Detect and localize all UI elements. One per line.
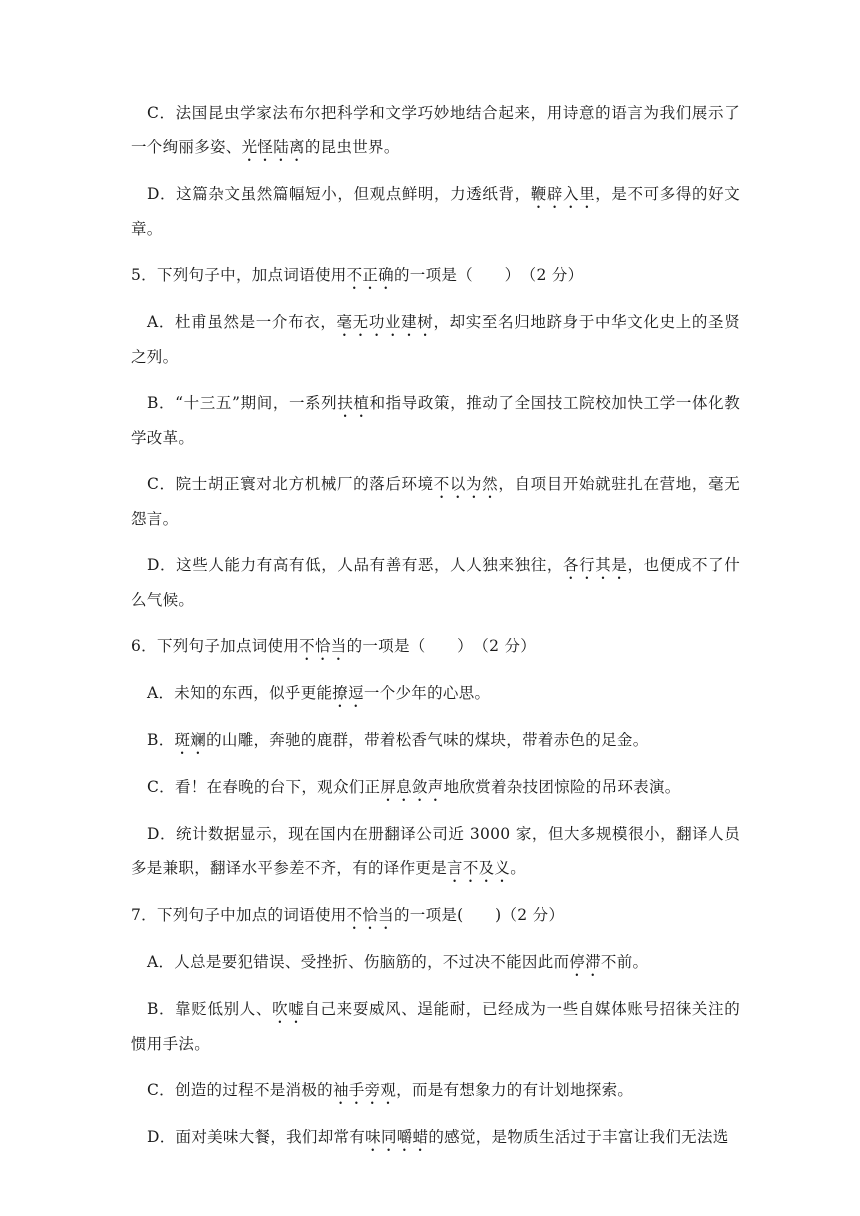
emphasized-term: 吹嘘: [272, 1000, 305, 1018]
answer-option: [131, 1073, 740, 1108]
answer-option: [131, 386, 740, 455]
answer-option: [131, 305, 740, 374]
text-segment: C．看！在春晚的台下，观众们正: [147, 778, 381, 796]
emphasized-term: 各行其是: [563, 556, 628, 574]
text-segment: A．未知的东西，似乎更能: [147, 684, 333, 702]
text-segment: C．院士胡正寰对北方机械厂的落后环境: [147, 475, 434, 493]
emphasized-term: 不正确: [346, 266, 394, 284]
text-segment: 的山雕，奔驰的鹿群，带着松香气味的煤块，带着赤色的足金。: [206, 731, 649, 749]
answer-option: [131, 177, 740, 246]
text-segment: 7．下列句子中加点的词语使用: [131, 906, 347, 924]
answer-option: [131, 723, 740, 758]
question-stem: [131, 898, 740, 933]
emphasized-term: 不恰当: [346, 906, 394, 924]
emphasized-term: 毫无功业建树: [336, 313, 434, 331]
text-segment: D．面对美味大餐，我们却常有: [147, 1128, 366, 1146]
text-segment: 自己来耍威风、逞能耐，已经成为一些自媒体账号招徕关注的惯用手法。: [131, 1000, 740, 1053]
answer-option: [131, 467, 740, 536]
text-segment: ，是不可多得的好文章。: [131, 185, 740, 238]
text-segment: 的一项是（ ） （2 分）: [393, 266, 584, 284]
emphasized-term: 言不及义: [447, 859, 511, 877]
text-segment: 的昆虫世界。: [304, 138, 400, 156]
emphasized-term: 鞭辟入里: [530, 185, 596, 203]
text-segment: ，自项目开始就驻扎在营地，毫无怨言。: [131, 475, 741, 528]
text-segment: B．: [147, 731, 175, 749]
emphasized-term: 袖手旁观: [332, 1081, 397, 1099]
text-segment: 的一项是（ ） （2 分）: [346, 637, 537, 655]
text-segment: 。: [510, 859, 527, 877]
emphasized-term: 不恰当: [299, 637, 347, 655]
emphasized-term: 斑斓: [174, 731, 207, 749]
emphasized-term: 光怪陆离: [241, 138, 305, 156]
text-segment: A．人总是要犯错误、受挫折、伤脑筋的，不过决不能因此而: [147, 953, 570, 971]
text-segment: 地欣赏着杂技团惊险的吊环表演。: [443, 778, 681, 796]
answer-option: [131, 817, 740, 886]
text-segment: 和指导政策，推动了全国技工院校加快工学一体化教学改革。: [131, 394, 741, 447]
text-segment: D．这些人能力有高有低，人品有善有恶，人人独来独往，: [147, 556, 564, 574]
answer-option: [131, 992, 740, 1061]
text-segment: B．靠贬低别人、: [147, 1000, 273, 1018]
emphasized-term: 停滞: [569, 953, 601, 971]
text-segment: C．法国昆虫学家法布尔把科学和文学巧妙地结合起来，用诗意的语言为我们展示了一个绚丽多姿、: [131, 104, 740, 156]
question-stem: [131, 258, 740, 293]
emphasized-term: 扶植: [337, 394, 370, 412]
answer-option: [131, 770, 740, 805]
text-segment: D．统计数据显示，现在国内在册翻译公司近 3000 家，但大多规模很小，翻译人员多是兼职，翻译水平参差不齐，有的译作更是: [131, 825, 740, 877]
answer-option: [131, 96, 740, 165]
text-segment: 6．下列句子加点词使用: [131, 637, 300, 655]
text-segment: B．“十三五”期间，一系列: [147, 394, 338, 412]
text-segment: 的一项是( )（2 分）: [393, 906, 565, 924]
emphasized-term: 味同嚼蜡: [365, 1128, 429, 1146]
text-segment: C．创造的过程不是消极的: [147, 1081, 333, 1099]
answer-option: [131, 945, 740, 980]
text-segment: 的感觉，是物质生活过于丰富让我们无法选: [428, 1128, 729, 1146]
text-segment: 一个少年的心思。: [363, 684, 491, 702]
answer-option: [131, 676, 740, 711]
answer-option: [131, 548, 740, 617]
text-segment: ，却实至名归地跻身于中华文化史上的圣贤之列。: [131, 313, 740, 366]
text-segment: A．杜甫虽然是一介布衣，: [147, 313, 337, 331]
text-segment: D．这篇杂文虽然篇幅短小，但观点鲜明，力透纸背，: [147, 185, 531, 203]
emphasized-term: 屏息敛声: [380, 778, 444, 796]
question-stem: [131, 629, 740, 664]
emphasized-term: 不以为然: [433, 475, 499, 493]
text-segment: ，而是有想象力的有计划地探索。: [396, 1081, 634, 1099]
text-segment: ，也便成不了什么气候。: [131, 556, 741, 609]
answer-option: [131, 1120, 740, 1155]
text-segment: 不前。: [600, 953, 649, 971]
text-segment: 5．下列句子中，加点词语使用: [131, 266, 347, 284]
emphasized-term: 撩逗: [332, 684, 364, 702]
